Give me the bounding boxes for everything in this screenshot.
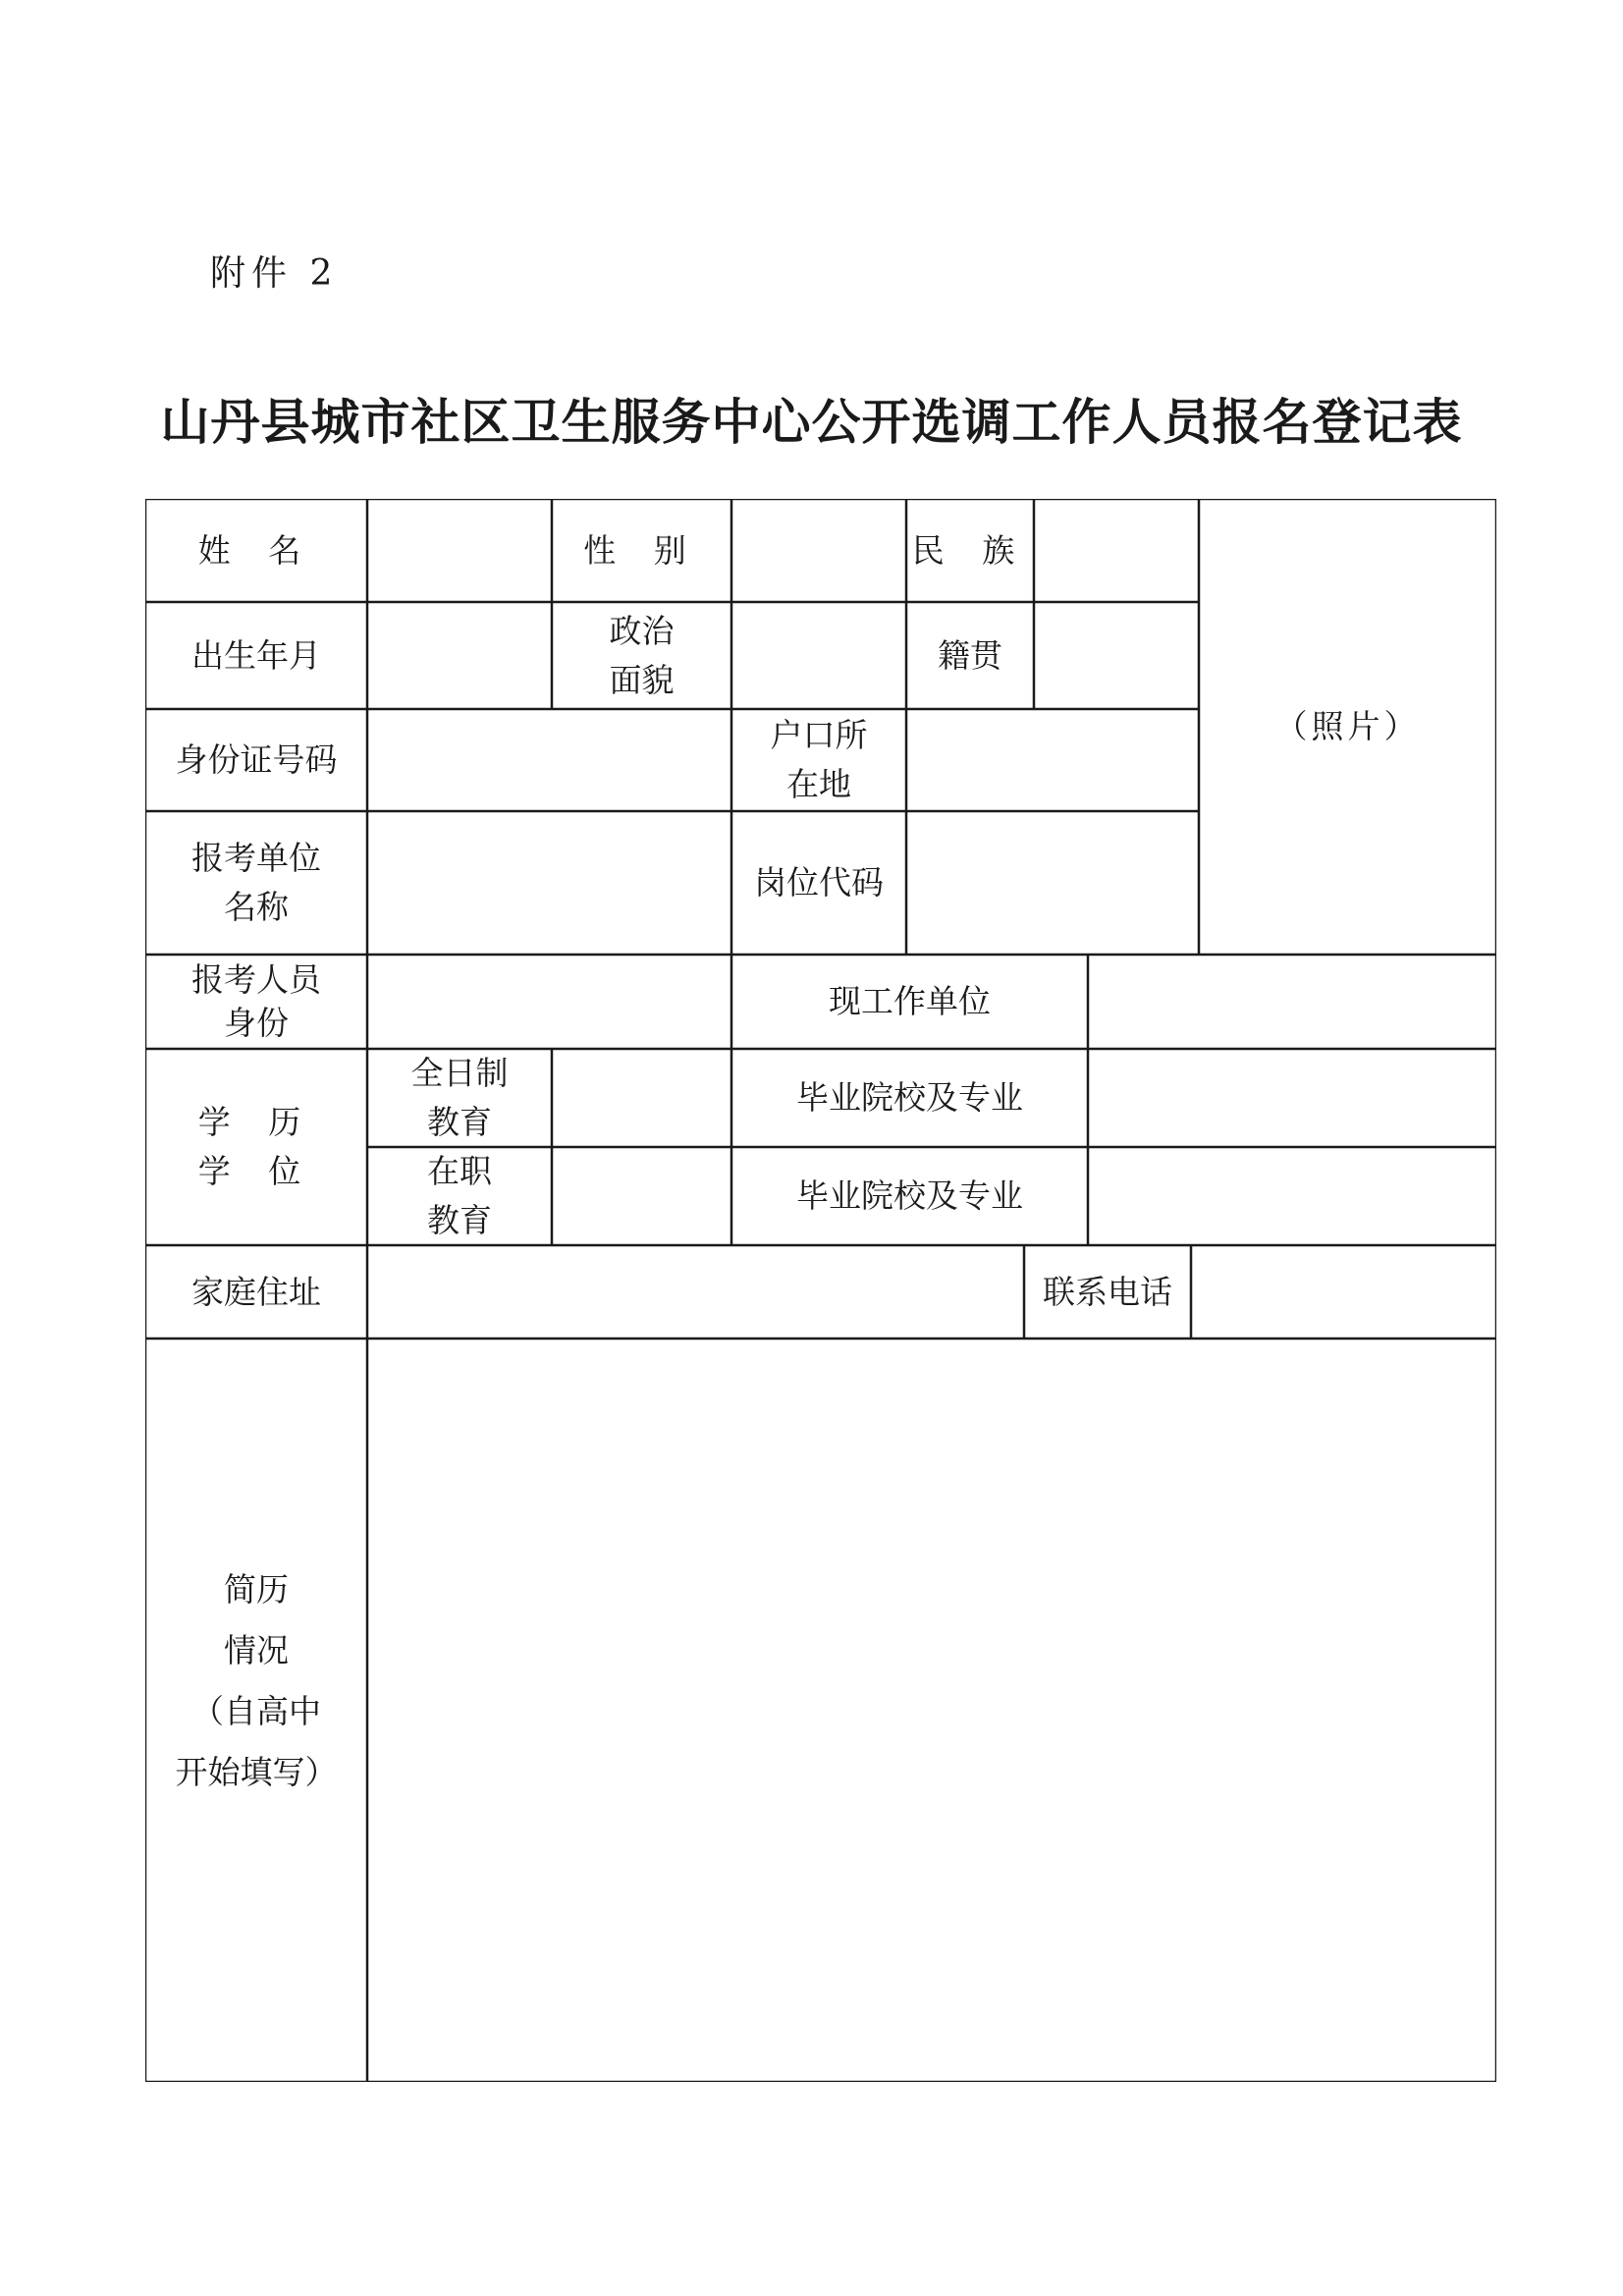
label-full-time-education: 全日制 教育 — [410, 1054, 509, 1141]
post-code-field[interactable] — [906, 811, 1199, 955]
label-applicant-identity: 报考人员 身份 — [191, 960, 321, 1042]
label-native-place: 籍贯 — [938, 635, 1002, 675]
registration-form-table — [145, 499, 1496, 2082]
graduate-school-in-service-field[interactable] — [1088, 1147, 1496, 1245]
label-current-unit: 现工作单位 — [829, 982, 991, 1020]
full-time-education-field[interactable] — [552, 1049, 731, 1147]
gender-field[interactable] — [731, 499, 906, 602]
label-political-status: 政治 面貌 — [609, 611, 675, 699]
label-post-code: 岗位代码 — [754, 863, 884, 902]
resume-field[interactable] — [367, 1339, 1496, 2082]
form-title: 山丹县城市社区卫生服务中心公开选调工作人员报名登记表 — [160, 394, 1463, 451]
household-registration-field[interactable] — [906, 709, 1199, 811]
label-birth: 出生年月 — [191, 635, 321, 675]
native-place-field[interactable] — [1034, 602, 1199, 709]
label-id-number: 身份证号码 — [175, 740, 338, 779]
label-phone: 联系电话 — [1043, 1272, 1172, 1311]
label-in-service-education: 在职 教育 — [427, 1152, 492, 1239]
current-unit-field[interactable] — [1088, 955, 1496, 1049]
political-status-field[interactable] — [731, 602, 906, 709]
birth-field[interactable] — [367, 602, 552, 709]
applicant-identity-field[interactable] — [367, 955, 731, 1049]
ethnicity-field[interactable] — [1034, 499, 1199, 602]
applied-unit-field[interactable] — [367, 811, 731, 955]
graduate-school-full-time-field[interactable] — [1088, 1049, 1496, 1147]
in-service-education-field[interactable] — [552, 1147, 731, 1245]
label-applied-unit: 报考单位 名称 — [191, 839, 321, 926]
label-ethnicity: 民 族 — [911, 530, 1029, 570]
label-home-address: 家庭住址 — [191, 1272, 321, 1311]
label-gender: 性 别 — [583, 530, 700, 570]
attachment-label: 附件 2 — [210, 253, 339, 294]
label-resume: 简历 情况 （自高中 开始填写） — [175, 1569, 338, 1791]
label-graduate-school-full-time: 毕业院校及专业 — [796, 1078, 1023, 1117]
home-address-field[interactable] — [367, 1245, 1024, 1339]
id-number-field[interactable] — [367, 709, 731, 811]
label-graduate-school-in-service: 毕业院校及专业 — [796, 1176, 1023, 1215]
label-name: 姓 名 — [197, 530, 315, 570]
photo-box: （照片） — [1274, 707, 1421, 745]
phone-field[interactable] — [1191, 1245, 1496, 1339]
label-education: 学 历 学 位 — [197, 1103, 315, 1190]
label-household-registration: 户口所 在地 — [770, 716, 868, 803]
name-field[interactable] — [367, 499, 552, 602]
